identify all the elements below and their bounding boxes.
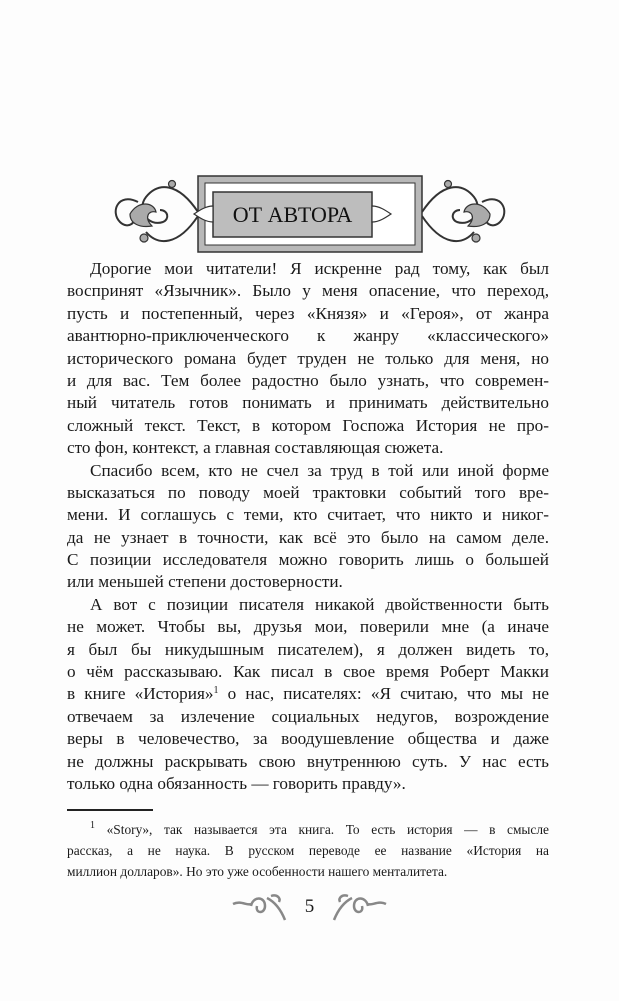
text-line: сложный текст. Текст, в котором Госпожа История не про-: [67, 415, 549, 435]
text-line: да не узнает в точности, как всё это было на самом деле.: [67, 527, 549, 547]
right-flourish-icon: [332, 892, 388, 922]
footnote-text: «Story», так называется эта книга. То есть история — в смысле: [106, 822, 549, 837]
page-number: 5: [304, 896, 315, 917]
text-line: я был бы никудышным писателем), я должен видеть то,: [67, 639, 549, 659]
chapter-heading-ornament: [108, 172, 512, 256]
text-line: или меньшей степени достоверности.: [67, 572, 343, 592]
footnote-line: рассказ, а не наука. В русском переводе ее название «История на: [67, 843, 549, 858]
text-line: и для вас. Тем более радостно было узнать, что современ-: [67, 370, 549, 390]
footnote-marker: 1: [90, 820, 95, 831]
text-line: веры в человечество, за воодушевление общества и даже: [67, 729, 549, 749]
footnote-divider: [67, 809, 153, 811]
text-line: авантюрно-приключенческого к жанру «классического»: [67, 326, 549, 346]
text-line: воспринят «Язычник». Было у меня опасение, что переход,: [67, 281, 549, 301]
text-line: не должны раскрывать свою внутреннюю суть. У нас есть: [67, 751, 549, 771]
text-line: о чём рассказываю. Как писал в свое время Роберт Макки: [67, 662, 549, 682]
chapter-title: ОТ АВТОРА: [232, 202, 353, 227]
left-flourish-icon: [231, 892, 287, 922]
text-fragment: о нас, писателях: «Я считаю, что мы не: [218, 684, 549, 704]
text-line: не может. Чтобы вы, друзья мои, поверили мне (а иначе: [67, 617, 549, 637]
footnote-line: [67, 819, 549, 840]
body-text: [67, 258, 549, 795]
text-line: высказаться по поводу моей трактовки событий того вре-: [67, 482, 549, 502]
text-line: исторического романа будет труден не только для меня, но: [67, 348, 549, 368]
footnote-line: миллион долларов». Но это уже особенности нашего менталитета.: [67, 864, 448, 879]
text-line: мени. И соглашусь с теми, кто считает, что никто и никог-: [67, 505, 549, 525]
text-fragment: в книге «История»: [67, 684, 214, 704]
footnotes: [67, 819, 549, 882]
text-line: пусть и постепенный, через «Князя» и «Героя», от жанра: [67, 303, 549, 323]
footnote-reference[interactable]: 1: [213, 685, 219, 697]
text-line: С позиции исследователя можно говорить лишь о большей: [67, 550, 549, 570]
text-line: отвечаем за излечение социальных недугов, возрождение: [67, 706, 549, 726]
text-line: Спасибо всем, кто не счел за труд в той или иной форме: [90, 460, 549, 480]
page-footer: [0, 890, 619, 924]
text-line: Дорогие мои читатели! Я искренне рад тому, как был: [90, 259, 549, 278]
text-line: сто фон, контекст, а главная составляющая сюжета.: [67, 438, 444, 458]
text-line: ный читатель готов понимать и принимать действительно: [67, 393, 549, 413]
text-line: только одна обязанность — говорить правду».: [67, 773, 406, 793]
text-line: А вот с позиции писателя никакой двойственности быть: [90, 594, 549, 614]
text-line: [67, 683, 549, 705]
